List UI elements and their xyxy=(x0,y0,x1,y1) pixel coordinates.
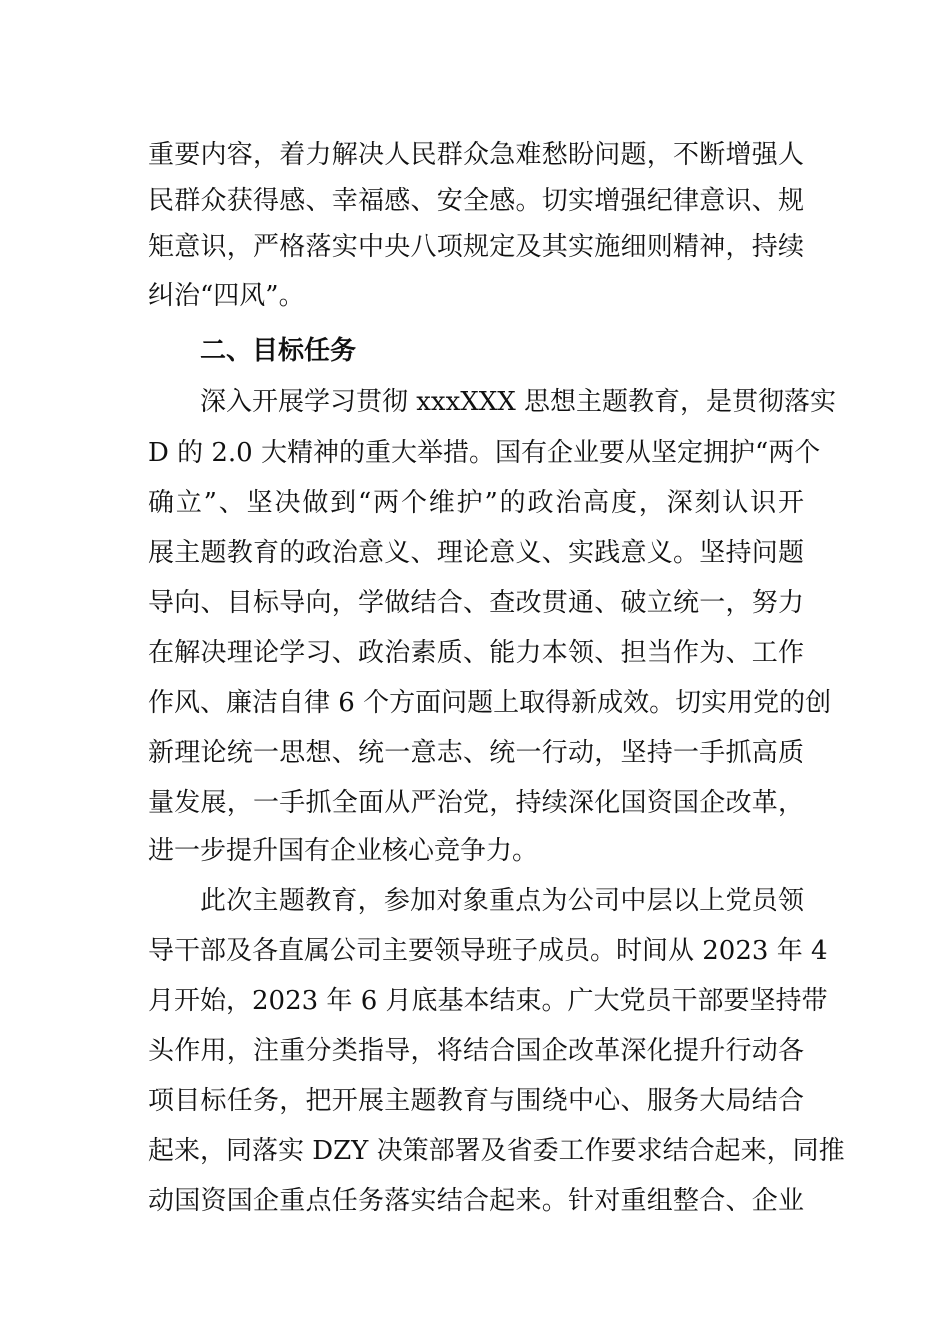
paragraph-2-line-4: 展主题教育的政治意义、理论意义、实践意义。坚持问题 xyxy=(148,538,804,568)
paragraph-2-line-1: 深入开展学习贯彻 xxxXXX 思想主题教育，是贯彻落实 xyxy=(200,387,837,417)
paragraph-1-line-3: 矩意识，严格落实中央八项规定及其实施细则精神，持续 xyxy=(148,232,804,262)
paragraph-2-line-2: D 的 2.0 大精神的重大举措。国有企业要从坚定拥护“两个 xyxy=(148,438,821,468)
paragraph-3-line-7: 动国资国企重点任务落实结合起来。针对重组整合、企业 xyxy=(148,1186,804,1216)
paragraph-2-line-10: 进一步提升国有企业核心竞争力。 xyxy=(148,836,539,866)
paragraph-1-line-1: 重要内容，着力解决人民群众急难愁盼问题，不断增强人 xyxy=(148,140,804,170)
section-heading: 二、目标任务 xyxy=(200,336,357,366)
paragraph-3-line-6: 起来，同落实 DZY 决策部署及省委工作要求结合起来，同推 xyxy=(148,1136,845,1166)
paragraph-2-line-8: 新理论统一思想、统一意志、统一行动，坚持一手抓高质 xyxy=(148,738,804,768)
paragraph-3-line-5: 项目标任务，把开展主题教育与围绕中心、服务大局结合 xyxy=(148,1086,804,1116)
paragraph-3-line-2: 导干部及各直属公司主要领导班子成员。时间从 2023 年 4 xyxy=(148,936,828,966)
paragraph-2-line-7: 作风、廉洁自律 6 个方面问题上取得新成效。切实用党的创 xyxy=(148,688,832,718)
paragraph-3-line-1: 此次主题教育，参加对象重点为公司中层以上党员领 xyxy=(200,886,804,916)
paragraph-2-line-5: 导向、目标导向，学做结合、查改贯通、破立统一，努力 xyxy=(148,588,804,618)
paragraph-2-line-3: 确立”、坚决做到“两个维护”的政治高度，深刻认识开 xyxy=(148,488,804,518)
paragraph-2-line-6: 在解决理论学习、政治素质、能力本领、担当作为、工作 xyxy=(148,638,804,668)
paragraph-2-line-9: 量发展，一手抓全面从严治党，持续深化国资国企改革， xyxy=(148,788,804,818)
paragraph-1-line-4: 纠治“四风”。 xyxy=(148,281,305,311)
paragraph-3-line-4: 头作用，注重分类指导，将结合国企改革深化提升行动各 xyxy=(148,1036,804,1066)
paragraph-1-line-2: 民群众获得感、幸福感、安全感。切实增强纪律意识、规 xyxy=(148,186,804,216)
paragraph-3-line-3: 月开始，2023 年 6 月底基本结束。广大党员干部要坚持带 xyxy=(148,986,828,1016)
